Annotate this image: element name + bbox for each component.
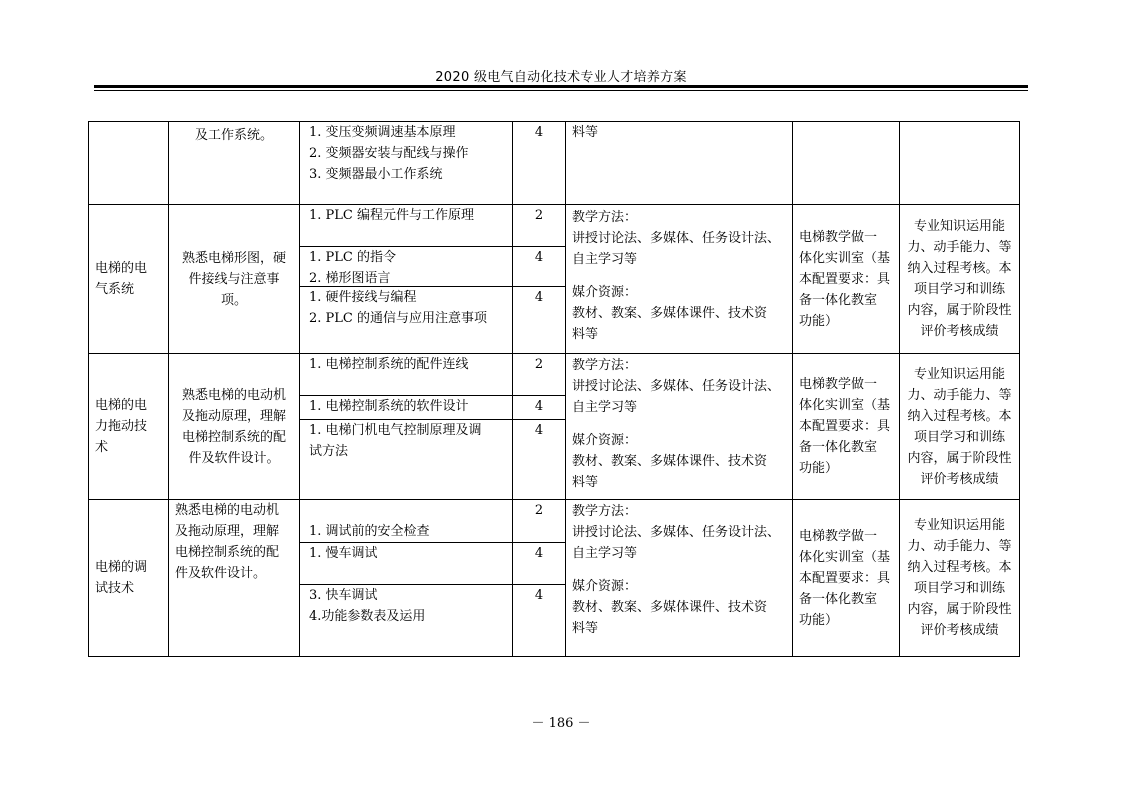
hours-value: 2 [534,208,544,223]
objective-cell [168,121,300,205]
content-cell [299,499,513,543]
content-item: 3. 变频器最小工作系统 [309,167,443,182]
objective-line: 熟悉电梯形图，硬 [181,250,286,266]
media-label: 媒介资源： [572,433,638,448]
media-line: 料等 [572,327,599,342]
document-header-title: 2020 级电气自动化技术专业人才培养方案 [435,70,687,85]
venue-cell [792,121,900,205]
assessment-cell [899,204,1020,354]
objective-line: 件及软件设计。 [175,566,267,581]
venue-line: 备一体化教室 [799,591,878,607]
hours-value: 2 [534,357,544,372]
assessment-line: 内容，属于阶段性 [907,602,1012,617]
objective-cell [168,499,300,657]
content-item: 1. 电梯控制系统的配件连线 [309,357,469,372]
content-item: 试方法 [309,444,349,459]
content-item: 2. 梯形图语言 [309,271,391,286]
content-item: 2. PLC 的通信与应用注意事项 [309,311,487,326]
hours-cell [512,584,566,657]
assessment-line: 评价考核成绩 [920,471,999,487]
content-cell [299,419,513,500]
hours-value: 4 [534,546,544,561]
page-number: － 186 － [531,716,591,731]
module-line: 术 [95,440,109,455]
module-cell [88,499,169,657]
module-line: 电梯的电 [95,398,148,413]
hours-value: 4 [534,588,544,603]
methods-cell [565,353,793,500]
objective-line: 电梯控制系统的配 [181,429,286,445]
media-line: 教材、教案、多媒体课件、技术资 [572,454,768,469]
assessment-line: 项目学习和训练 [913,282,1005,297]
venue-line: 体化实训室（基 [799,398,891,413]
assessment-line: 专业知识运用能 [913,518,1005,533]
content-item: 1. PLC 编程元件与工作原理 [309,208,474,223]
assessment-line: 项目学习和训练 [913,429,1005,445]
hours-cell [512,419,566,500]
hours-cell [512,499,566,543]
teaching-label: 教学方法： [572,504,638,519]
venue-line: 体化实训室（基 [799,250,891,266]
module-line: 电梯的调 [95,560,148,575]
teaching-line: 讲授讨论法、多媒体、任务设计法、 [572,525,781,540]
venue-line: 备一体化教室 [799,440,878,455]
objective-line: 熟悉电梯的电动机 [175,503,280,518]
venue-line: 电梯教学做一 [799,528,878,544]
media-line: 料等 [572,475,599,490]
hours-cell [512,395,566,420]
teaching-line: 讲授讨论法、多媒体、任务设计法、 [572,379,781,394]
assessment-line: 内容，属于阶段性 [907,303,1012,318]
venue-cell [792,499,900,657]
assessment-line: 评价考核成绩 [920,623,999,638]
assessment-line: 专业知识运用能 [913,219,1005,234]
objective-line: 电梯控制系统的配 [175,545,280,560]
venue-line: 本配置要求：具 [799,271,891,287]
objective-cell [168,353,300,500]
module-line: 力拖动技 [95,419,148,434]
content-item: 1. PLC 的指令 [309,250,396,265]
teaching-label: 教学方法： [572,210,638,225]
module-cell [88,204,169,354]
content-cell [299,542,513,585]
content-item: 4.功能参数表及运用 [309,609,426,624]
teaching-line: 自主学习等 [572,546,638,561]
content-cell [299,353,513,396]
venue-line: 备一体化教室 [799,292,878,308]
teaching-line: 自主学习等 [572,252,638,267]
hours-cell [512,542,566,585]
assessment-line: 纳入过程考核。本 [907,560,1012,575]
teaching-label: 教学方法： [572,358,638,373]
assessment-line: 力、动手能力、等 [907,387,1012,403]
assessment-cell [899,353,1020,500]
module-line: 试技术 [95,581,135,596]
content-item: 3. 快车调试 [309,588,378,603]
methods-cell [565,121,793,205]
module-cell [88,121,169,205]
module-cell [88,353,169,500]
venue-line: 电梯教学做一 [799,229,878,245]
assessment-line: 内容，属于阶段性 [907,450,1012,466]
methods-line: 料等 [572,125,599,140]
objective-line: 熟悉电梯的电动机 [181,387,286,403]
curriculum-table [88,121,1020,657]
media-line: 教材、教案、多媒体课件、技术资 [572,600,768,615]
hours-cell [512,204,566,247]
hours-value: 4 [534,423,544,438]
objective-line: 件及软件设计。 [188,450,280,466]
objective-cell [168,204,300,354]
objective-line: 项。 [220,292,247,308]
content-item: 1. 变压变频调速基本原理 [309,125,456,140]
content-item: 1. 电梯门机电气控制原理及调 [309,423,482,438]
media-line: 教材、教案、多媒体课件、技术资 [572,306,768,321]
teaching-line: 自主学习等 [572,400,638,415]
assessment-cell [899,121,1020,205]
venue-cell [792,353,900,500]
content-item: 1. 调试前的安全检查 [309,524,430,539]
venue-line: 功能） [799,612,839,628]
venue-line: 功能） [799,313,839,329]
assessment-line: 纳入过程考核。本 [907,408,1012,424]
media-line: 料等 [572,621,599,636]
venue-cell [792,204,900,354]
content-item: 2. 变频器安装与配线与操作 [309,146,469,161]
content-cell [299,246,513,287]
module-line: 电梯的电 [95,261,148,276]
assessment-line: 评价考核成绩 [920,324,999,339]
content-cell [299,395,513,420]
hours-cell [512,286,566,354]
assessment-line: 力、动手能力、等 [907,240,1012,255]
hours-value: 4 [534,125,544,140]
header-rule-thin [94,90,1028,91]
assessment-cell [899,499,1020,657]
methods-cell [565,499,793,657]
venue-line: 电梯教学做一 [799,377,878,392]
hours-value: 4 [534,250,544,265]
objective-line: 及拖动原理，理解 [181,408,286,424]
objective-line: 及工作系统。 [194,128,273,143]
venue-line: 本配置要求：具 [799,570,891,586]
assessment-line: 项目学习和训练 [913,581,1005,596]
content-cell [299,286,513,354]
hours-cell [512,246,566,287]
content-item: 1. 硬件接线与编程 [309,290,417,305]
hours-cell [512,121,566,205]
assessment-line: 专业知识运用能 [913,366,1005,382]
methods-cell [565,204,793,354]
objective-line: 及拖动原理，理解 [175,524,280,539]
content-cell [299,584,513,657]
venue-line: 功能） [799,461,839,476]
content-cell [299,121,513,205]
hours-value: 2 [534,503,544,518]
objective-line: 件接线与注意事 [188,271,280,287]
content-item: 1. 慢车调试 [309,546,378,561]
media-label: 媒介资源： [572,579,638,594]
content-item: 1. 电梯控制系统的软件设计 [309,399,469,414]
venue-line: 本配置要求：具 [799,419,891,434]
hours-value: 4 [534,290,544,305]
assessment-line: 力、动手能力、等 [907,539,1012,554]
teaching-line: 讲授讨论法、多媒体、任务设计法、 [572,231,781,246]
content-cell [299,204,513,247]
assessment-line: 纳入过程考核。本 [907,261,1012,276]
module-line: 气系统 [95,282,135,297]
hours-cell [512,353,566,396]
hours-value: 4 [534,399,544,414]
venue-line: 体化实训室（基 [799,549,891,565]
header-rule-thick [94,85,1028,88]
media-label: 媒介资源： [572,285,638,300]
